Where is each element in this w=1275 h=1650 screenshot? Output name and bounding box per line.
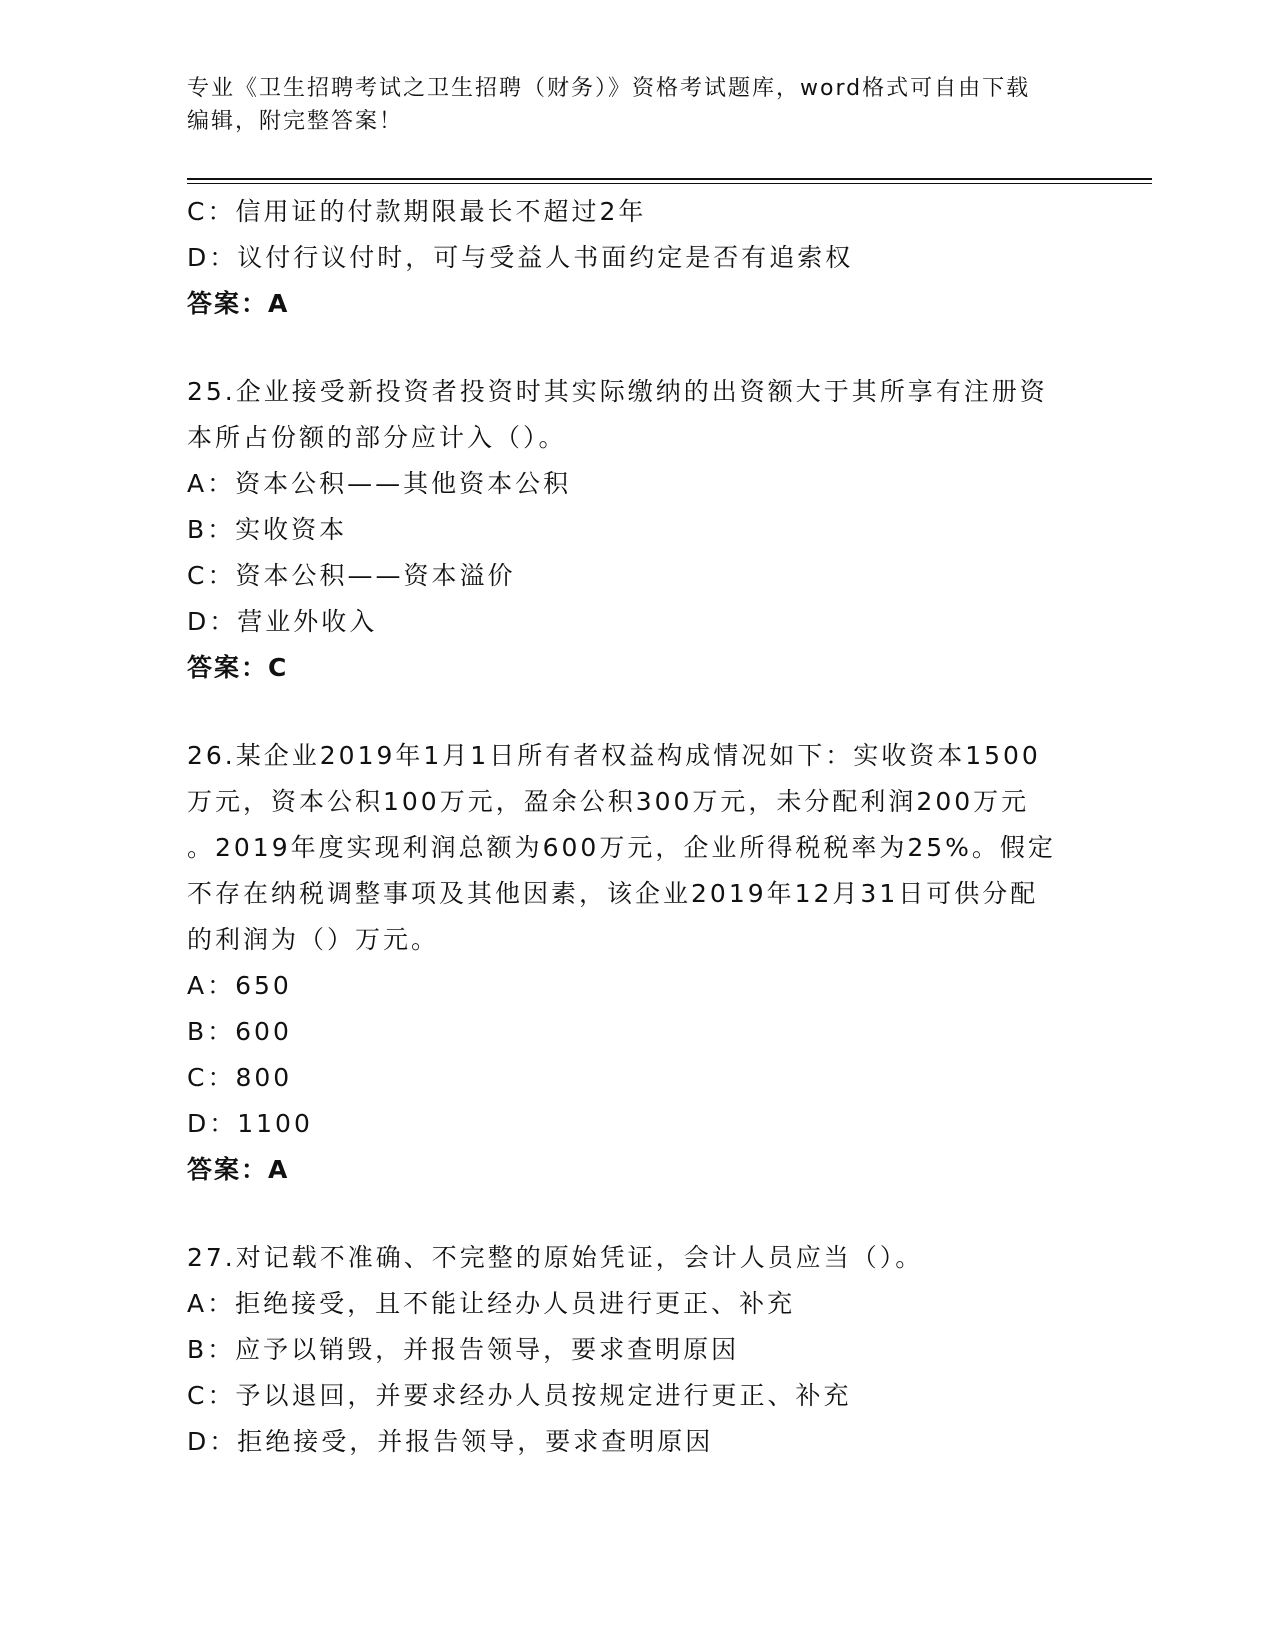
header-rule-thick bbox=[187, 178, 1152, 180]
question-text: 不存在纳税调整事项及其他因素，该企业2019年12月31日可供分配 bbox=[187, 879, 1039, 908]
option-b: B：600 bbox=[187, 1017, 292, 1046]
question-text: 本所占份额的部分应计入（）。 bbox=[187, 423, 567, 452]
question-27 bbox=[187, 1235, 1067, 1465]
document-header bbox=[187, 72, 1087, 138]
header-rule-thin bbox=[187, 183, 1152, 184]
question-text: 27.对记载不准确、不完整的原始凭证，会计人员应当（）。 bbox=[187, 1243, 924, 1272]
question-text: 。2019年度实现利润总额为600万元，企业所得税税率为25%。假定 bbox=[187, 833, 1056, 862]
question-text: 26.某企业2019年1月1日所有者权益构成情况如下：实收资本1500 bbox=[187, 741, 1041, 770]
option-b: B：应予以销毁，并报告领导，要求查明原因 bbox=[187, 1335, 740, 1364]
question-text: 万元，资本公积100万元，盈余公积300万元，未分配利润200万元 bbox=[187, 787, 1030, 816]
spacer bbox=[187, 327, 1067, 369]
option-d: D：营业外收入 bbox=[187, 607, 378, 636]
question-list bbox=[187, 189, 1067, 1465]
option-c: C：信用证的付款期限最长不超过2年 bbox=[187, 197, 647, 226]
answer: 答案：C bbox=[187, 653, 289, 682]
option-a: A：拒绝接受，且不能让经办人员进行更正、补充 bbox=[187, 1289, 796, 1318]
option-d: D：议付行议付时，可与受益人书面约定是否有追索权 bbox=[187, 243, 854, 272]
question-text: 25.企业接受新投资者投资时其实际缴纳的出资额大于其所享有注册资 bbox=[187, 377, 1048, 406]
header-line-2: 编辑，附完整答案！ bbox=[187, 109, 404, 134]
option-a: A：资本公积——其他资本公积 bbox=[187, 469, 572, 498]
previous-question bbox=[187, 189, 1067, 327]
spacer bbox=[187, 691, 1067, 733]
question-26 bbox=[187, 733, 1067, 1193]
option-b: B：实收资本 bbox=[187, 515, 348, 544]
question-text: 的利润为（）万元。 bbox=[187, 925, 440, 954]
option-d: D：拒绝接受，并报告领导，要求查明原因 bbox=[187, 1427, 714, 1456]
answer: 答案：A bbox=[187, 289, 290, 318]
question-25 bbox=[187, 369, 1067, 691]
option-c: C：予以退回，并要求经办人员按规定进行更正、补充 bbox=[187, 1381, 852, 1410]
answer: 答案：A bbox=[187, 1155, 290, 1184]
option-c: C：资本公积——资本溢价 bbox=[187, 561, 516, 590]
option-c: C：800 bbox=[187, 1063, 293, 1092]
header-line-1: 专业《卫生招聘考试之卫生招聘（财务）》资格考试题库，word格式可自由下载 bbox=[187, 76, 1031, 101]
option-d: D：1100 bbox=[187, 1109, 313, 1138]
option-a: A：650 bbox=[187, 971, 292, 1000]
spacer bbox=[187, 1193, 1067, 1235]
